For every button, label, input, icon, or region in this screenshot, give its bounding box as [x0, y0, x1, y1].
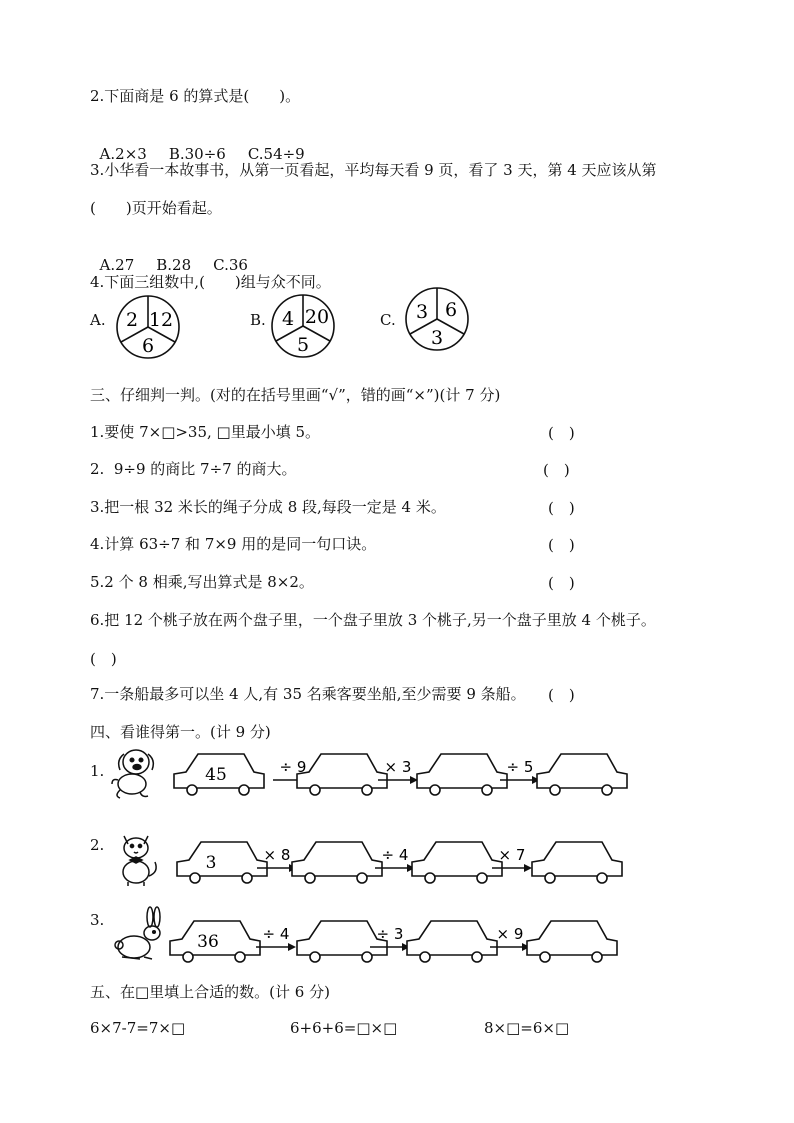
arrow-3-2: [370, 925, 410, 951]
section-5-title: 五、在□里填上合适的数。(计 6 分): [90, 983, 330, 1001]
q4-label-c: C.: [380, 311, 396, 329]
car-chain-3: [90, 905, 750, 965]
section-3-title: 三、仔细判一判。(对的在括号里画“√”，错的画“×”)(计 7 分): [90, 386, 501, 404]
q2-option-a: A.2×3: [99, 145, 147, 163]
equation-2[interactable]: 6+6+6=□×□: [290, 1019, 398, 1037]
q2-option-c: C.54÷9: [247, 145, 305, 163]
q3-stem-cont: ( )页开始看起。: [90, 199, 222, 217]
cat-icon: [123, 836, 156, 886]
car-2-1: [177, 842, 267, 883]
judge-item-2: 2. 9÷9 的商比 7÷7 的商大。: [90, 460, 297, 478]
judge-item-4: 4.计算 63÷7 和 7×9 用的是同一句口诀。: [90, 535, 377, 553]
q4-label-a: A.: [90, 311, 106, 329]
judge-item-6: 6.把 12 个桃子放在两个盘子里，一个盘子里放 3 个桃子,另一个盘子里放 4 个桃子。: [90, 611, 656, 629]
judge-answer-5[interactable]: ( ): [548, 574, 575, 592]
q4-label-b: B.: [250, 311, 266, 329]
car-2-3: [412, 842, 502, 883]
q4-a-value-2: 12: [148, 309, 174, 331]
arrow-2-3: [492, 846, 532, 872]
q2-option-b: B.30÷6: [168, 145, 226, 163]
car-1-3: [417, 754, 507, 795]
judge-answer-7[interactable]: ( ): [548, 686, 575, 704]
judge-item-5: 5.2 个 8 相乘,写出算式是 8×2。: [90, 573, 314, 591]
judge-answer-3[interactable]: ( ): [548, 499, 575, 517]
car-chain-row-3: [90, 905, 750, 965]
q4-c-value-2: 6: [444, 299, 458, 321]
q2-options: [90, 124, 327, 164]
dog-icon: [112, 750, 153, 798]
q4-b-value-2: 20: [304, 306, 330, 328]
judge-answer-4[interactable]: ( ): [548, 536, 575, 554]
arrow-2-2: [375, 846, 415, 872]
row-3-start-value: 36: [197, 932, 219, 952]
row-3-op-2: ÷ 3: [376, 925, 404, 943]
car-1-4: [537, 754, 627, 795]
q3-option-b: B.28: [156, 256, 192, 274]
car-3-3: [407, 921, 497, 962]
q4-b-value-1: 4: [281, 308, 295, 330]
row-1-op-1: ÷ 9: [279, 758, 307, 776]
car-chain-1: [90, 742, 750, 802]
car-chain-row-2: [90, 828, 750, 888]
q3-stem: 3.小华看一本故事书，从第一页看起，平均每天看 9 页，看了 3 天，第 4 天应该从第: [90, 161, 657, 179]
arrow-3-1: [256, 925, 296, 951]
row-3-number: 3.: [90, 911, 105, 929]
row-1-number: 1.: [90, 762, 105, 780]
car-chain-row-1: [90, 742, 750, 802]
row-3-op-3: × 9: [496, 925, 524, 943]
q4-a-value-3: 6: [141, 335, 155, 357]
arrow-2-1: [257, 846, 297, 872]
row-1-op-3: ÷ 5: [506, 758, 534, 776]
car-1-1: [174, 754, 264, 795]
q4-a-value-1: 2: [125, 309, 139, 331]
judge-item-7: 7.一条船最多可以坐 4 人,有 35 名乘客要坐船,至少需要 9 条船。: [90, 685, 526, 703]
q3-option-a: A.27: [99, 256, 135, 274]
car-1-2: [297, 754, 387, 795]
q4-c-value-1: 3: [415, 301, 429, 323]
q4-pie-c: [404, 286, 470, 352]
judge-answer-1[interactable]: ( ): [548, 424, 575, 442]
car-3-4: [527, 921, 617, 962]
car-2-4: [532, 842, 622, 883]
car-2-2: [292, 842, 382, 883]
row-2-number: 2.: [90, 836, 105, 854]
rabbit-icon: [115, 907, 160, 959]
row-2-op-3: × 7: [498, 846, 526, 864]
row-3-op-1: ÷ 4: [262, 925, 290, 943]
q4-pie-a: [115, 294, 181, 360]
row-1-op-2: × 3: [384, 758, 412, 776]
equation-1[interactable]: 6×7-7=7×□: [90, 1019, 186, 1037]
q3-option-c: C.36: [213, 256, 248, 274]
row-1-start-value: 45: [205, 765, 227, 785]
judge-answer-6[interactable]: ( ): [90, 650, 117, 668]
row-2-start-value: 3: [205, 853, 217, 873]
car-chain-2: [90, 828, 750, 888]
judge-answer-2[interactable]: ( ): [543, 461, 570, 479]
arrow-1-3: [500, 758, 540, 784]
q4-b-value-3: 5: [296, 334, 310, 356]
arrow-3-3: [490, 925, 530, 951]
q2-stem: 2.下面商是 6 的算式是( )。: [90, 87, 301, 105]
q4-stem: 4.下面三组数中,( )组与众不同。: [90, 273, 331, 291]
car-3-1: [170, 921, 260, 962]
row-2-op-1: × 8: [263, 846, 291, 864]
q4-c-value-3: 3: [430, 327, 444, 349]
row-2-op-2: ÷ 4: [381, 846, 409, 864]
judge-item-3: 3.把一根 32 米长的绳子分成 8 段,每段一定是 4 米。: [90, 498, 446, 516]
equation-3[interactable]: 8×□=6×□: [484, 1019, 570, 1037]
section-4-title: 四、看谁得第一。(计 9 分): [90, 723, 271, 741]
arrow-1-2: [378, 758, 418, 784]
judge-item-1: 1.要使 7×□>35, □里最小填 5。: [90, 423, 321, 441]
q4-pie-b: [270, 293, 336, 359]
q3-options: [90, 235, 270, 275]
car-3-2: [297, 921, 387, 962]
